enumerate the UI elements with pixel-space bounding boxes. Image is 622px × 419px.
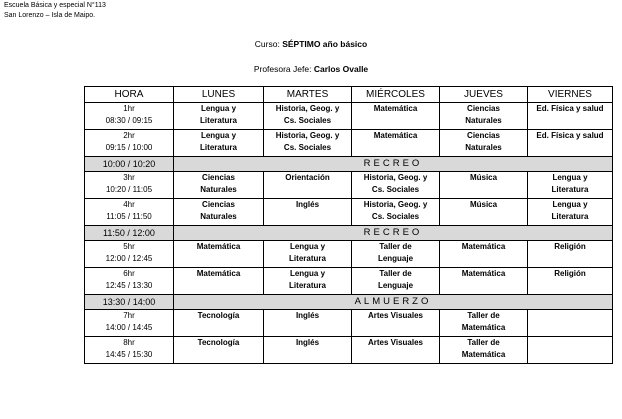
subject-cell [528, 310, 613, 337]
period-time: 14:45 / 15:30 [105, 350, 153, 359]
period-hour: 6hr [123, 269, 135, 278]
period-time-cell [85, 103, 174, 130]
period-hour: 1hr [123, 104, 135, 113]
subject-line: Taller de [379, 269, 412, 278]
subject-line: Cs. Sociales [371, 212, 420, 221]
schedule-body [85, 103, 613, 364]
period-time: 14:00 / 14:45 [105, 323, 153, 332]
subject-cell [352, 103, 440, 130]
column-header-day-2: MARTES [264, 87, 352, 103]
subject-line: Matemática [461, 323, 506, 332]
period-time-cell [85, 310, 174, 337]
subject-cell [440, 241, 528, 268]
subject-line: Matemática [373, 104, 418, 113]
subject-cell [264, 199, 352, 226]
subject-cell [528, 103, 613, 130]
column-header-hora: HORA [85, 87, 174, 103]
subject-line: Música [469, 200, 498, 209]
subject-line: Naturales [465, 116, 502, 125]
subject-line: Ed. Física y salud [536, 131, 604, 140]
subject-line: Literatura [551, 212, 589, 221]
period-time-cell [85, 337, 174, 364]
subject-line: Literatura [551, 185, 589, 194]
period-row [85, 310, 613, 337]
teacher-heading [0, 64, 622, 74]
column-header-day-5: VIERNES [528, 87, 613, 103]
period-time-cell [85, 199, 174, 226]
subject-cell [174, 337, 264, 364]
period-row [85, 130, 613, 157]
subject-line: Matemática [196, 269, 241, 278]
column-header-day-3: MIÉRCOLES [352, 87, 440, 103]
subject-cell [352, 337, 440, 364]
break-row [85, 226, 613, 241]
subject-cell [528, 268, 613, 295]
break-row [85, 295, 613, 310]
subject-line: Lengua y [552, 200, 588, 209]
subject-cell [352, 241, 440, 268]
subject-cell [264, 337, 352, 364]
subject-line: Lengua y [289, 242, 326, 251]
school-line-1: Escuela Básica y especial N°113 [4, 2, 106, 9]
subject-line: Ciencias [202, 200, 235, 209]
subject-line: Inglés [295, 311, 320, 320]
subject-cell [264, 103, 352, 130]
subject-cell [352, 172, 440, 199]
subject-line: Historia, Geog. y [275, 104, 340, 113]
subject-line: Lenguaje [377, 254, 414, 263]
subject-line: Naturales [200, 185, 237, 194]
subject-line: Música [469, 173, 498, 182]
subject-cell [440, 172, 528, 199]
subject-cell [264, 268, 352, 295]
subject-cell [528, 241, 613, 268]
subject-cell [174, 172, 264, 199]
break-label: RECREO [174, 157, 613, 172]
subject-cell [440, 103, 528, 130]
subject-line: Ciencias [467, 104, 500, 113]
period-row [85, 337, 613, 364]
subject-cell [352, 268, 440, 295]
subject-cell [174, 103, 264, 130]
subject-cell [174, 199, 264, 226]
break-label: RECREO [174, 226, 613, 241]
subject-cell [440, 268, 528, 295]
subject-line: Matemática [196, 242, 241, 251]
subject-line: Literatura [200, 116, 237, 125]
subject-line: Artes Visuales [368, 311, 423, 320]
subject-line: Lengua y [289, 269, 326, 278]
subject-cell [174, 268, 264, 295]
subject-line: Ciencias [202, 173, 235, 182]
period-time: 12:45 / 13:30 [105, 281, 153, 290]
subject-line: Inglés [295, 338, 320, 347]
subject-line: Cs. Sociales [283, 116, 332, 125]
subject-cell [528, 130, 613, 157]
period-hour: 3hr [123, 173, 135, 182]
subject-cell [264, 172, 352, 199]
column-header-day-1: LUNES [174, 87, 264, 103]
subject-line: Ed. Física y salud [536, 104, 604, 113]
period-time: 11:05 / 11:50 [106, 212, 152, 221]
period-row [85, 199, 613, 226]
break-time: 10:00 / 10:20 [85, 157, 174, 172]
period-hour: 8hr [123, 338, 135, 347]
course-label: Curso: [254, 39, 283, 49]
subject-line: Lengua y [200, 104, 237, 113]
period-time: 12:00 / 12:45 [105, 254, 153, 263]
subject-line: Inglés [295, 200, 320, 209]
period-row [85, 103, 613, 130]
subject-line: Religión [554, 242, 586, 251]
subject-cell [174, 310, 264, 337]
subject-line: Ciencias [467, 131, 500, 140]
subject-line: Taller de [467, 338, 500, 347]
period-time-cell [85, 172, 174, 199]
subject-line: Lengua y [552, 173, 588, 182]
subject-cell [174, 130, 264, 157]
subject-line: Matemática [373, 131, 418, 140]
header-row [85, 87, 613, 103]
period-time: 09:15 / 10:00 [105, 143, 153, 152]
subject-cell [174, 241, 264, 268]
subject-line: Matemática [461, 269, 506, 278]
period-time-cell [85, 241, 174, 268]
subject-cell [352, 130, 440, 157]
schedule-table [84, 86, 613, 364]
subject-line: Taller de [379, 242, 412, 251]
subject-line: Lengua y [200, 131, 237, 140]
course-value: SÉPTIMO año básico [282, 39, 368, 49]
period-hour: 7hr [123, 311, 135, 320]
subject-line: Historia, Geog. y [363, 173, 428, 182]
school-name [4, 1, 106, 21]
subject-cell [264, 310, 352, 337]
teacher-label: Profesora Jefe: [253, 64, 314, 74]
teacher-value: Carlos Ovalle [313, 64, 369, 74]
subject-line: Naturales [200, 212, 237, 221]
break-time: 13:30 / 14:00 [85, 295, 174, 310]
subject-cell [264, 241, 352, 268]
subject-line: Literatura [200, 143, 237, 152]
subject-line: Orientación [285, 173, 330, 182]
subject-line: Naturales [465, 143, 502, 152]
period-time: 08:30 / 09:15 [105, 116, 153, 125]
subject-cell [528, 337, 613, 364]
break-row [85, 157, 613, 172]
period-hour: 2hr [123, 131, 135, 140]
subject-line: Lenguaje [377, 281, 414, 290]
subject-line: Tecnología [197, 338, 240, 347]
subject-line: Literatura [289, 254, 326, 263]
subject-line: Religión [554, 269, 586, 278]
subject-cell [440, 199, 528, 226]
subject-line: Historia, Geog. y [363, 200, 428, 209]
period-time-cell [85, 268, 174, 295]
period-time-cell [85, 130, 174, 157]
subject-line: Tecnología [197, 311, 240, 320]
subject-line: Literatura [289, 281, 326, 290]
subject-cell [528, 172, 613, 199]
subject-line: Cs. Sociales [371, 185, 420, 194]
break-time: 11:50 / 12:00 [85, 226, 174, 241]
subject-cell [440, 310, 528, 337]
subject-line: Taller de [467, 311, 500, 320]
subject-cell [352, 199, 440, 226]
period-hour: 4hr [123, 200, 135, 209]
subject-cell [440, 337, 528, 364]
subject-cell [352, 310, 440, 337]
period-time: 10:20 / 11:05 [105, 185, 153, 194]
subject-line: Cs. Sociales [283, 143, 332, 152]
period-row [85, 172, 613, 199]
subject-line: Matemática [461, 350, 506, 359]
course-heading [0, 39, 622, 49]
subject-line: Artes Visuales [368, 338, 423, 347]
column-header-day-4: JUEVES [440, 87, 528, 103]
break-label: ALMUERZO [174, 295, 613, 310]
school-line-2: San Lorenzo – Isla de Maipo. [4, 12, 96, 19]
subject-line: Matemática [461, 242, 506, 251]
period-row [85, 268, 613, 295]
subject-cell [440, 130, 528, 157]
subject-cell [528, 199, 613, 226]
subject-cell [264, 130, 352, 157]
period-hour: 5hr [123, 242, 135, 251]
subject-line: Historia, Geog. y [275, 131, 340, 140]
period-row [85, 241, 613, 268]
